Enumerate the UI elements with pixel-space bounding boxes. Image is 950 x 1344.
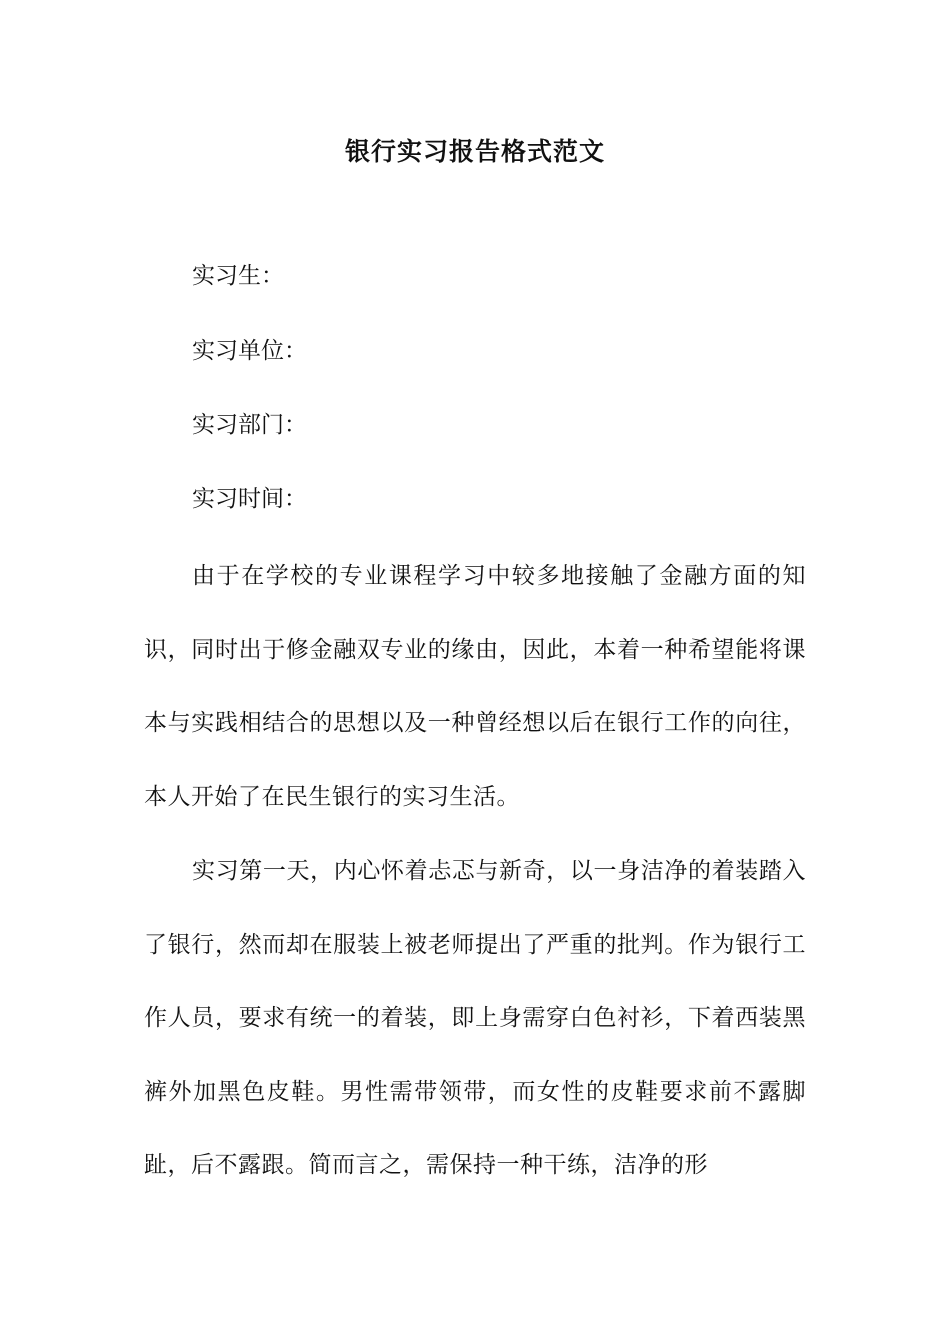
field-department: 实习部门： [192, 412, 307, 438]
document-title: 银行实习报告格式范文 [344, 137, 605, 166]
field-time: 实习时间： [192, 486, 307, 512]
paragraph-first-day: 实习第一天，内心怀着忐忑与新奇，以一身洁净的着装踏入了银行，然而却在服装上被老师提出了严重的批判。作为银行工作人员，要求有统一的着装，即上身需穿白色衬衫，下着西装黑裤外加黑色皮鞋。男性需带领带，而女性的皮鞋要求前不露脚趾，后不露跟。简而言之，需保持一种干练，洁净的形 [144, 858, 806, 1178]
field-intern: 实习生： [192, 263, 284, 289]
field-unit: 实习单位： [192, 338, 307, 364]
paragraph-intro: 由于在学校的专业课程学习中较多地接触了金融方面的知识，同时出于修金融双专业的缘由，因此，本着一种希望能将课本与实践相结合的思想以及一种曾经想以后在银行工作的向往，本人开始了在民生银行的实习生活。 [144, 563, 806, 810]
